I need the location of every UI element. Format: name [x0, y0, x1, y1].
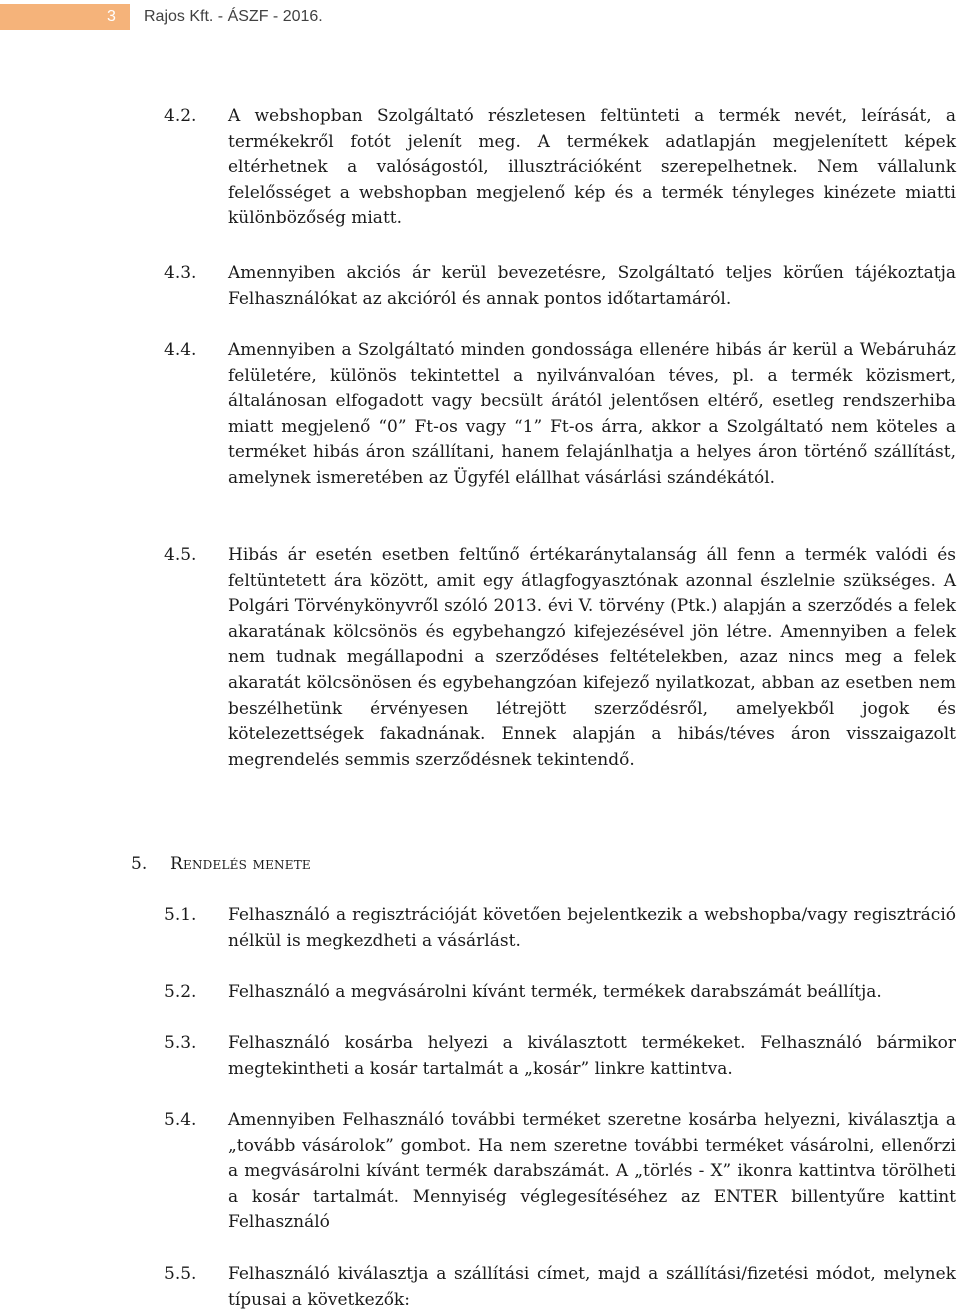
clause-5-5 [164, 1262, 956, 1313]
clause-number: 5.1. [164, 905, 197, 925]
clause-4-2 [164, 104, 956, 232]
page-header [0, 0, 960, 34]
clause-4-5 [164, 543, 956, 773]
section-heading [131, 852, 311, 877]
clause-text: Felhasználó a regisztrációját követően bejelentkezik a webshopba/vagy regisztráció nélkül is megkezdheti a vásárlást. [228, 905, 956, 951]
clause-text: Hibás ár esetén esetben feltűnő értékaránytalanság áll fenn a termék valódi és feltüntetett ára között, amit egy átlagfogyasztónak azonnal észlelnie szükséges. A Polgári Törvénykönyvről szóló 2013. évi V. törvény (Ptk.) alapján a szerződés a felek akaratának kölcsönös és egybehangzó kifejezésével jön létre. Amennyiben a felek nem tudnak megállapodni a szerződéses feltételekben, azaz nincs meg a felek akaratát kölcsönösen és egybehangzóan kifejező nyilatkozat, abban az esetben nem beszélhetünk érvényesen létrejött szerződésről, amelyekből jogok és kötelezettségek fakadnának. Ennek alapján a hibás/téves áron visszaigazolt megrendelés semmis szerződésnek tekintendő. [228, 545, 956, 770]
clause-text: Amennyiben a Szolgáltató minden gondossága ellenére hibás ár kerül a Webáruház felületére, különös tekintettel a nyilvánvalóan téves, pl. a termék közismert, általánosan elfogadott vagy becsült árától jelentősen eltérő, esetleg rendszerhiba miatt megjelenő “0” Ft-os vagy “1” Ft-os árra, akkor a Szolgáltató nem köteles a terméket hibás áron szállítani, hanem felajánlhatja a helyes áron történő szállítást, amelynek ismeretében az Ügyfél elállhat vásárlási szándékától. [228, 340, 956, 488]
clause-number: 5.4. [164, 1110, 197, 1130]
clause-text: Felhasználó kosárba helyezi a kiválasztott termékeket. Felhasználó bármikor megtekintheti a kosár tartalmát a „kosár” linkre kattintva. [228, 1033, 956, 1079]
section-number: 5. [131, 854, 148, 874]
clause-text: Amennyiben Felhasználó további terméket szeretne kosárba helyezni, kiválasztja a „tovább vásárolok” gombot. Ha nem szeretne további terméket vásárolni, ellenőrzi a megvásárolni kívánt termék darabszámát. A „törlés - X” ikonra kattintva törölheti a kosár tartalmát. Mennyiség véglegesítéséhez az ENTER billentyűre kattint Felhasználó [228, 1110, 956, 1233]
page-number-badge [0, 4, 130, 30]
clause-number: 5.2. [164, 982, 197, 1002]
clause-number: 4.3. [164, 263, 197, 283]
clause-text: Felhasználó a megvásárolni kívánt termék, termékek darabszámát beállítja. [228, 982, 882, 1002]
clause-number: 5.3. [164, 1033, 197, 1053]
clause-4-4 [164, 338, 956, 492]
clause-number: 5.5. [164, 1264, 197, 1284]
section-title: Rendelés menete [170, 854, 311, 874]
clause-number: 4.2. [164, 106, 197, 126]
clause-number: 4.5. [164, 545, 197, 565]
clause-text: Amennyiben akciós ár kerül bevezetésre, Szolgáltató teljes körűen tájékoztatja Felhasználókat az akcióról és annak pontos időtartamáról. [228, 263, 956, 309]
clause-5-1 [164, 903, 956, 954]
clause-text: Felhasználó kiválasztja a szállítási címet, majd a szállítási/fizetési módot, melynek típusai a következők: [228, 1264, 956, 1310]
clause-5-4 [164, 1108, 956, 1236]
clause-5-3 [164, 1031, 956, 1082]
clause-4-3 [164, 261, 956, 312]
page-number: 3 [107, 8, 116, 25]
clause-5-2 [164, 980, 956, 1006]
clause-number: 4.4. [164, 340, 197, 360]
running-title: Rajos Kft. - ÁSZF - 2016. [144, 8, 323, 25]
clause-text: A webshopban Szolgáltató részletesen feltünteti a termék nevét, leírását, a termékekről fotót jelenít meg. A termékek adatlapján megjelenített képek eltérhetnek a valóságostól, illusztrációként szerepelhetnek. Nem vállalunk felelősséget a webshopban megjelenő kép és a termék tényleges kinézete miatti különbözőség miatt. [228, 106, 956, 229]
